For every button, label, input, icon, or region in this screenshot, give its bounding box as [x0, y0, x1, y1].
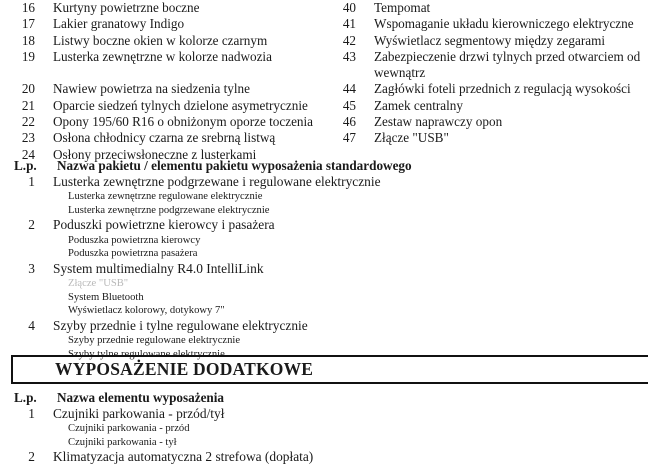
package-row-number: 4 [28, 318, 35, 334]
equipment-item-number: 43 [342, 48, 356, 64]
equipment-item-label: Zabezpieczenie drzwi tylnych przed otwarciem od wewnątrz [374, 48, 641, 81]
standard-header-name: Nazwa pakietu / elementu pakietu wyposażenia standardowego [57, 158, 412, 173]
package-subitem: Poduszka powietrzna kierowcy [68, 234, 201, 246]
package-row [0, 449, 648, 465]
package-subitem: Lusterka zewnętrzne podgrzewane elektrycznie [68, 204, 270, 216]
equipment-item-label: Zagłówki foteli przednich z regulacją wysokości [374, 81, 631, 97]
equipment-item-number: 20 [21, 81, 35, 97]
additional-rows-container [0, 406, 648, 466]
equipment-item-number: 23 [21, 130, 35, 146]
equipment-list-item [321, 81, 648, 97]
package-row-title: Lusterka zewnętrzne podgrzewane i regulowane elektrycznie [53, 174, 381, 189]
list-gap [0, 65, 340, 81]
equipment-item-label: Listwy boczne okien w kolorze czarnym [53, 32, 268, 48]
package-subitem: Szyby przednie regulowane elektrycznie [68, 335, 241, 347]
equipment-item-number: 18 [21, 32, 35, 48]
package-row-title: Szyby przednie i tylne regulowane elektrycznie [53, 318, 308, 334]
package-row [0, 406, 648, 422]
additional-header-name: Nazwa elementu wyposażenia [57, 390, 225, 405]
package-row-title: System multimedialny R4.0 IntelliLink [53, 260, 264, 276]
equipment-item-number: 19 [21, 48, 35, 64]
equipment-column-right [321, 0, 648, 147]
package-row-number: 3 [28, 260, 35, 276]
package-subitem: System Bluetooth [68, 291, 144, 303]
equipment-list-item [0, 49, 340, 65]
equipment-item-label: Opony 195/60 R16 o obniżonym oporze toczenia [53, 114, 314, 130]
equipment-list-item [321, 49, 648, 82]
standard-rows-container [0, 174, 648, 362]
equipment-item-label: Tempomat [374, 0, 431, 15]
equipment-list-item [0, 33, 340, 49]
equipment-item-label: Zamek centralny [374, 97, 463, 113]
package-row [0, 318, 648, 334]
equipment-item-label: Nawiew powietrza na siedzenia tylne [53, 81, 250, 97]
standard-table-header [0, 157, 648, 174]
equipment-item-label: Osłony przeciwsłoneczne z lusterkami [53, 146, 257, 162]
equipment-list-item [0, 130, 340, 146]
equipment-list-item [0, 98, 340, 114]
equipment-list-item [321, 114, 648, 130]
equipment-item-label: Zestaw naprawczy opon [374, 114, 503, 130]
package-row-title: Poduszki powietrzne kierowcy i pasażera [53, 217, 275, 233]
equipment-list-item [0, 114, 340, 130]
package-subitem: Poduszka powietrzna pasażera [68, 248, 198, 260]
package-subitem: Szyby tylne regulowane elektrycznie [68, 348, 225, 360]
package-row-title: Czujniki parkowania - przód/tył [53, 406, 225, 421]
banner-title: WYPOSAŻENIE DODATKOWE [55, 359, 314, 379]
package-subitem-disabled: Złącze "USB" [68, 278, 129, 290]
equipment-item-number: 24 [21, 146, 35, 162]
package-row-number: 2 [28, 449, 35, 465]
equipment-item-label: Lakier granatowy Indigo [53, 16, 185, 32]
equipment-list-item [321, 98, 648, 114]
equipment-list-item [321, 0, 648, 16]
package-row [0, 174, 648, 190]
equipment-item-label: Wyświetlacz segmentowy między zegarami [374, 32, 605, 48]
equipment-list-item [321, 16, 648, 32]
equipment-item-label: Złącze "USB" [374, 130, 449, 146]
package-subitem: Czujniki parkowania - tył [68, 436, 177, 448]
standard-equipment-section [0, 157, 648, 362]
equipment-item-number: 21 [21, 97, 35, 113]
equipment-item-number: 16 [21, 0, 35, 15]
equipment-item-number: 46 [342, 114, 356, 130]
equipment-item-number: 40 [342, 0, 356, 15]
package-subitem: Czujniki parkowania - przód [68, 423, 190, 435]
equipment-item-number: 45 [342, 97, 356, 113]
equipment-item-label: Wspomaganie układu kierowniczego elektryczne [374, 16, 634, 32]
equipment-item-label: Oparcie siedzeń tylnych dzielone asymetrycznie [53, 97, 308, 113]
additional-equipment-banner [11, 355, 648, 384]
package-row-number: 2 [28, 217, 35, 233]
package-row-number: 1 [28, 406, 35, 421]
equipment-item-label: Kurtyny powietrzne boczne [53, 0, 200, 15]
equipment-item-number: 44 [342, 81, 356, 97]
equipment-list-item [321, 130, 648, 146]
equipment-item-label: Osłona chłodnicy czarna ze srebrną listwą [53, 130, 276, 146]
equipment-item-number: 41 [342, 16, 356, 32]
standard-header-lp: L.p. [14, 158, 37, 173]
equipment-item-number: 42 [342, 32, 356, 48]
equipment-list-item [0, 16, 340, 32]
package-row [0, 261, 648, 277]
equipment-column-left [0, 0, 340, 163]
package-row [0, 217, 648, 233]
equipment-list-item [0, 81, 340, 97]
equipment-list-item [321, 33, 648, 49]
equipment-item-number: 17 [21, 16, 35, 32]
package-row-title: Klimatyzacja automatyczna 2 strefowa (dopłata) [53, 449, 314, 465]
package-subitem: Wyświetlacz kolorowy, dotykowy 7" [68, 305, 225, 317]
package-subitem: Lusterka zewnętrzne regulowane elektrycznie [68, 191, 263, 203]
additional-table-header [0, 389, 648, 406]
equipment-item-label: Lusterka zewnętrzne w kolorze nadwozia [53, 48, 272, 64]
additional-header-lp: L.p. [14, 390, 37, 405]
equipment-item-number: 47 [342, 130, 356, 146]
package-row-number: 1 [28, 174, 35, 189]
additional-equipment-section [0, 389, 648, 466]
equipment-item-number: 22 [21, 114, 35, 130]
equipment-list-item [0, 0, 340, 16]
